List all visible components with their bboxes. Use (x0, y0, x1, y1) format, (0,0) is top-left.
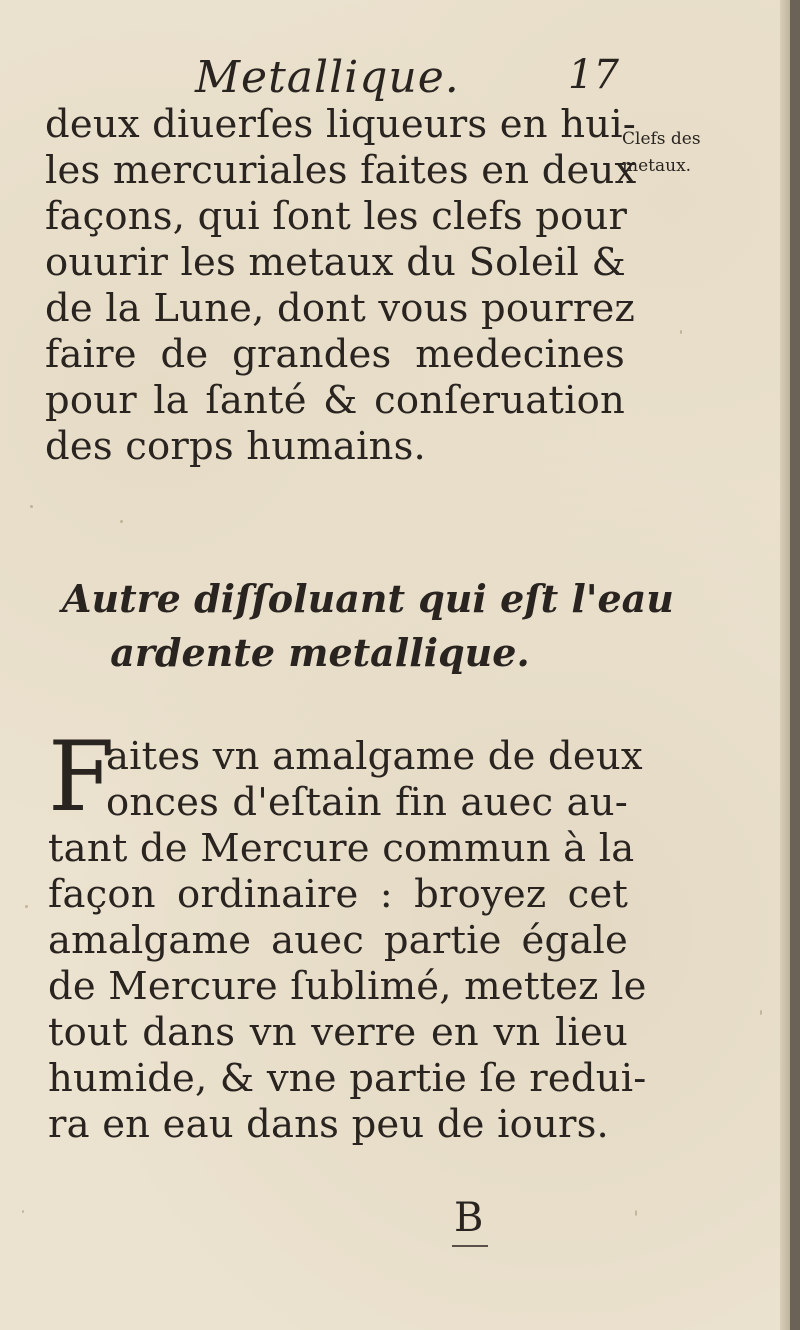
text-line: façons, qui ſont les clefs pour (45, 194, 628, 239)
text-line: amalgame auec partie égale (48, 918, 628, 963)
paper-speck (760, 1010, 762, 1015)
text-line: tant de Mercure commun à la (48, 826, 635, 871)
text-line: de la Lune, dont vous pourrez (45, 286, 635, 331)
paper-speck (635, 1210, 637, 1216)
running-head: Metallique. (195, 52, 460, 103)
text-line: ra en eau dans peu de iours. (48, 1102, 609, 1147)
text-line: deux diuerſes liqueurs en hui- (45, 102, 636, 147)
paragraph-1 (45, 102, 637, 470)
text-line: aites vn amalgame de deux (106, 734, 643, 779)
text-line: des corps humains. (45, 424, 426, 469)
paper-speck (120, 520, 123, 523)
text-line: les mercuriales faites en deux (45, 148, 637, 193)
text-line: tout dans vn verre en vn lieu (48, 1010, 628, 1055)
section-heading: Autre diſſoluant qui eſt l'eau (62, 576, 674, 621)
text-line: façon ordinaire : broyez cet (48, 872, 628, 917)
text-line: de Mercure ſublimé, mettez le (48, 964, 647, 1009)
marginal-note-line: Clefs des (622, 129, 701, 149)
drop-cap: F (48, 721, 115, 833)
paper-speck (22, 1210, 24, 1213)
text-line: pour la ſanté & conſeruation (45, 378, 625, 423)
signature-underline (452, 1245, 488, 1247)
section-heading: ardente metallique. (110, 630, 530, 675)
paper-speck (30, 505, 33, 508)
text-line: humide, & vne partie ſe redui- (48, 1056, 647, 1101)
marginal-note-line: metaux. (622, 156, 692, 176)
text-line: faire de grandes medecines (45, 332, 625, 377)
paper-speck (25, 905, 28, 908)
page-edge (780, 0, 790, 1330)
page-number: 17 (568, 52, 619, 98)
text-line: onces d'eſtain fin auec au- (106, 780, 628, 825)
paper-speck (680, 330, 682, 334)
text-line: ouurir les metaux du Soleil & (45, 240, 626, 285)
paragraph-2 (48, 721, 647, 1148)
signature-mark: B (454, 1195, 484, 1241)
